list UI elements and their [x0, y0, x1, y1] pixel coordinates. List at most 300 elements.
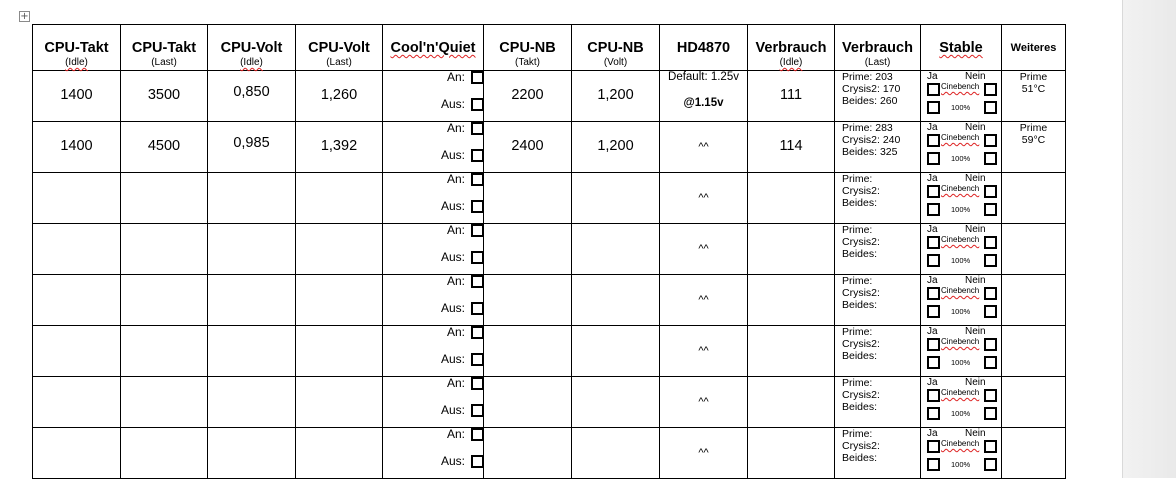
stable-ja-checkbox[interactable] [927, 83, 940, 96]
stable-100-nein-checkbox[interactable] [984, 407, 997, 420]
cpu-nb-volt-cell[interactable] [572, 122, 660, 173]
stable-cell [921, 224, 1002, 275]
cpu-takt-last-cell[interactable] [121, 377, 208, 428]
coolnquiet-on-label: An: [446, 70, 465, 84]
stable-100-ja-checkbox[interactable] [927, 305, 940, 318]
coolnquiet-cell [383, 224, 484, 275]
weiteres-cell[interactable] [1002, 428, 1066, 479]
header-cell [1002, 25, 1066, 71]
coolnquiet-off-checkbox[interactable] [471, 353, 484, 366]
cpu-nb-volt-cell[interactable] [572, 428, 660, 479]
hd4870-cell[interactable] [660, 275, 748, 326]
cinebench-label: Cinebench [941, 133, 980, 142]
coolnquiet-on-checkbox[interactable] [471, 377, 484, 390]
stable-group [921, 224, 1001, 274]
stable-ja-checkbox[interactable] [927, 440, 940, 453]
verbrauch-idle-cell[interactable] [748, 377, 835, 428]
weiteres-cell[interactable] [1002, 275, 1066, 326]
stable-group [921, 326, 1001, 376]
stable-100-nein-checkbox[interactable] [984, 254, 997, 267]
stable-group [921, 122, 1001, 172]
stable-ja-label: Ja [927, 377, 938, 388]
verbrauch-idle-cell[interactable] [748, 71, 835, 122]
stable-nein-checkbox[interactable] [984, 185, 997, 198]
stable-cell [921, 71, 1002, 122]
verbrauch-crysis: Crysis2: 240 [842, 134, 901, 146]
cpu-takt-idle-cell[interactable] [33, 377, 121, 428]
stable-nein-checkbox[interactable] [984, 134, 997, 147]
stable-100-nein-checkbox[interactable] [984, 203, 997, 216]
verbrauch-last-cell[interactable] [835, 173, 921, 224]
verbrauch-crysis: Crysis2: [842, 236, 880, 248]
percent-label: 100% [951, 358, 971, 367]
percent-label: 100% [951, 409, 971, 418]
weiteres-value [1002, 71, 1065, 95]
stable-100-ja-checkbox[interactable] [927, 203, 940, 216]
stable-100-nein-checkbox[interactable] [984, 458, 997, 471]
verbrauch-last-list [842, 122, 900, 158]
stable-nein-label: Nein [965, 122, 986, 133]
hd4870-default: Default: 1.25v [668, 71, 739, 83]
stable-ja-checkbox[interactable] [927, 287, 940, 300]
coolnquiet-on-checkbox[interactable] [471, 173, 484, 186]
header-subtitle-text: (Last) [326, 57, 352, 68]
stable-nein-checkbox[interactable] [984, 236, 997, 249]
percent-label: 100% [951, 460, 971, 469]
coolnquiet-on-label: An: [446, 172, 465, 186]
cpu-volt-idle-cell-value: 0,985 [233, 135, 270, 151]
coolnquiet-on [447, 428, 465, 441]
coolnquiet-off [441, 455, 465, 468]
header-cell [33, 25, 121, 71]
cpu-nb-takt-cell[interactable] [484, 122, 572, 173]
stable-cell [921, 122, 1002, 173]
header-cell [484, 25, 572, 71]
coolnquiet-off-checkbox[interactable] [471, 404, 484, 417]
coolnquiet-off-checkbox[interactable] [471, 302, 484, 315]
verbrauch-idle-cell[interactable] [748, 122, 835, 173]
hd4870-cell[interactable] [660, 224, 748, 275]
coolnquiet-off-checkbox[interactable] [471, 149, 484, 162]
header-subtitle [835, 57, 920, 68]
cpu-takt-idle-cell-value: 1400 [60, 138, 93, 154]
hd4870-cell[interactable] [660, 122, 748, 173]
stable-100-nein-checkbox[interactable] [984, 152, 997, 165]
header-title: CPU-Takt [131, 40, 197, 56]
header-subtitle-text: (Idle) [65, 57, 88, 68]
cpu-nb-takt-cell-value: 2400 [511, 138, 544, 154]
cpu-takt-last-cell[interactable] [121, 173, 208, 224]
header-cell [208, 25, 296, 71]
hd4870-oc: @1.15v [683, 97, 724, 109]
stable-nein-label: Nein [965, 326, 986, 337]
stable-ja-checkbox[interactable] [927, 134, 940, 147]
cpu-nb-takt-cell[interactable] [484, 275, 572, 326]
header-subtitle [484, 57, 571, 68]
verbrauch-last-list [842, 428, 880, 464]
header-cell [383, 25, 484, 71]
cpu-takt-last-cell-value: 3500 [147, 87, 181, 103]
cpu-takt-idle-cell[interactable] [33, 326, 121, 377]
stable-cell [921, 326, 1002, 377]
percent-label: 100% [951, 154, 971, 163]
verbrauch-last-cell[interactable] [835, 428, 921, 479]
table-row [33, 377, 1066, 428]
verbrauch-last-list [842, 173, 880, 209]
cpu-nb-volt-cell[interactable] [572, 173, 660, 224]
stable-ja-label: Ja [927, 173, 938, 184]
verbrauch-prime: Prime: [842, 224, 873, 236]
cpu-nb-takt-cell[interactable] [484, 428, 572, 479]
stable-nein-checkbox[interactable] [984, 338, 997, 351]
header-cell [748, 25, 835, 71]
cpu-nb-takt-cell-value: 2200 [511, 87, 544, 103]
cpu-takt-idle-cell[interactable] [33, 122, 121, 173]
coolnquiet-off-label: Aus: [440, 454, 465, 468]
cpu-takt-last-cell[interactable] [121, 326, 208, 377]
coolnquiet-on [447, 377, 465, 390]
page-margin-area [1122, 0, 1176, 478]
table-row [33, 122, 1066, 173]
header-subtitle [296, 57, 382, 68]
header-subtitle-text: (Last) [864, 57, 891, 68]
stable-ja-label: Ja [927, 326, 938, 337]
stable-cell [921, 275, 1002, 326]
cpu-takt-last-cell[interactable] [121, 275, 208, 326]
stable-ja-checkbox[interactable] [927, 338, 940, 351]
cpu-nb-volt-cell[interactable] [572, 224, 660, 275]
cpu-volt-idle-cell[interactable] [208, 428, 296, 479]
header-subtitle [121, 57, 207, 68]
cpu-nb-takt-cell[interactable] [484, 173, 572, 224]
hd4870-ditto: ^^ [698, 243, 709, 255]
weiteres-cell[interactable] [1002, 122, 1066, 173]
cpu-nb-volt-cell[interactable] [572, 275, 660, 326]
verbrauch-beides: Beides: [842, 197, 878, 209]
cpu-takt-last-cell[interactable] [121, 71, 208, 122]
table-row [33, 275, 1066, 326]
verbrauch-crysis: Crysis2: [842, 440, 880, 452]
table-row [33, 71, 1066, 122]
stable-100-ja-checkbox[interactable] [927, 152, 940, 165]
coolnquiet-cell [383, 326, 484, 377]
stable-100-ja-checkbox[interactable] [927, 254, 940, 267]
cpu-takt-idle-cell-value: 1400 [60, 87, 93, 103]
coolnquiet-on [447, 275, 465, 288]
hd4870-ditto: ^^ [698, 294, 709, 306]
header-cell [660, 25, 748, 71]
coolnquiet-off-checkbox[interactable] [471, 455, 484, 468]
table-row [33, 173, 1066, 224]
verbrauch-prime: Prime: 203 [842, 71, 893, 83]
cpu-takt-last-cell[interactable] [121, 428, 208, 479]
cinebench-label: Cinebench [941, 184, 980, 193]
hd4870-cell[interactable] [660, 71, 748, 122]
cpu-nb-takt-cell[interactable] [484, 224, 572, 275]
stable-cell [921, 377, 1002, 428]
header-subtitle [208, 57, 295, 68]
header-cell [921, 25, 1002, 71]
coolnquiet-cell [383, 173, 484, 224]
stable-nein-checkbox[interactable] [984, 287, 997, 300]
verbrauch-last-list [842, 275, 880, 311]
coolnquiet-off-checkbox[interactable] [471, 251, 484, 264]
hd4870-cell[interactable] [660, 173, 748, 224]
hd4870-cell[interactable] [660, 326, 748, 377]
coolnquiet-on-label: An: [446, 325, 465, 339]
weiteres-cell[interactable] [1002, 224, 1066, 275]
verbrauch-last-cell[interactable] [835, 326, 921, 377]
header-title: Weiteres [1010, 42, 1057, 54]
verbrauch-idle-value: 111 [779, 87, 803, 103]
coolnquiet-on-label: An: [446, 121, 465, 135]
verbrauch-last-cell[interactable] [835, 71, 921, 122]
cpu-takt-last-cell[interactable] [121, 122, 208, 173]
cpu-nb-takt-cell[interactable] [484, 377, 572, 428]
verbrauch-last-cell[interactable] [835, 122, 921, 173]
table-move-handle-icon[interactable]: + [20, 11, 29, 22]
header-subtitle-text: (Last) [151, 57, 177, 68]
cpu-takt-idle-cell[interactable] [33, 275, 121, 326]
cpu-volt-last-cell[interactable] [296, 275, 383, 326]
coolnquiet-cell [383, 275, 484, 326]
weiteres-cell[interactable] [1002, 173, 1066, 224]
cpu-volt-last-cell[interactable] [296, 326, 383, 377]
cpu-takt-idle-cell[interactable] [33, 428, 121, 479]
stable-ja-label: Ja [927, 122, 938, 133]
hd4870-ditto: ^^ [698, 396, 709, 408]
header-title: Stable [939, 40, 983, 56]
header-title: CPU-NB [499, 40, 556, 56]
coolnquiet-cell [383, 377, 484, 428]
stable-nein-label: Nein [965, 377, 986, 388]
coolnquiet-off-label: Aus: [440, 97, 465, 111]
cpu-nb-volt-cell[interactable] [572, 71, 660, 122]
weiteres-line: Prime [1019, 71, 1048, 83]
cpu-takt-last-cell[interactable] [121, 224, 208, 275]
coolnquiet-off-label: Aus: [440, 148, 465, 162]
cpu-volt-last-cell[interactable] [296, 224, 383, 275]
coolnquiet-on-checkbox[interactable] [471, 71, 484, 84]
percent-label: 100% [951, 205, 971, 214]
verbrauch-idle-cell[interactable] [748, 275, 835, 326]
cpu-volt-idle-cell[interactable] [208, 377, 296, 428]
coolnquiet-off [441, 251, 465, 264]
stable-nein-checkbox[interactable] [984, 83, 997, 96]
cpu-volt-last-cell[interactable] [296, 122, 383, 173]
percent-label: 100% [951, 103, 971, 112]
coolnquiet-on [447, 122, 465, 135]
verbrauch-last-cell[interactable] [835, 224, 921, 275]
hd4870-ditto: ^^ [698, 141, 709, 153]
cpu-volt-idle-cell[interactable] [208, 173, 296, 224]
hd4870-cell[interactable] [660, 377, 748, 428]
hd4870-cell[interactable] [660, 428, 748, 479]
stable-ja-checkbox[interactable] [927, 389, 940, 402]
cpu-volt-last-cell[interactable] [296, 71, 383, 122]
weiteres-cell[interactable] [1002, 71, 1066, 122]
cinebench-label: Cinebench [941, 388, 980, 397]
verbrauch-idle-cell[interactable] [748, 428, 835, 479]
header-title: CPU-Volt [308, 40, 370, 56]
cinebench-label: Cinebench [941, 235, 980, 244]
cpu-volt-last-cell[interactable] [296, 377, 383, 428]
coolnquiet-on [447, 326, 465, 339]
stable-100-ja-checkbox[interactable] [927, 407, 940, 420]
weiteres-line: 51°C [1021, 83, 1046, 95]
verbrauch-prime: Prime: [842, 428, 873, 440]
header-subtitle [748, 57, 834, 68]
cpu-takt-idle-cell[interactable] [33, 173, 121, 224]
coolnquiet-off-checkbox[interactable] [471, 98, 484, 111]
verbrauch-beides: Beides: [842, 299, 878, 311]
cpu-nb-takt-cell[interactable] [484, 71, 572, 122]
coolnquiet-on-checkbox[interactable] [471, 224, 484, 237]
stable-100-ja-checkbox[interactable] [927, 356, 940, 369]
stable-100-ja-checkbox[interactable] [927, 101, 940, 114]
coolnquiet-off [441, 149, 465, 162]
stable-ja-label: Ja [927, 224, 938, 235]
stable-group [921, 377, 1001, 427]
verbrauch-beides: Beides: 325 [842, 146, 898, 158]
hd4870-ditto: ^^ [698, 345, 709, 357]
verbrauch-last-list [842, 224, 880, 260]
verbrauch-beides: Beides: [842, 248, 878, 260]
header-title: CPU-Takt [44, 40, 109, 56]
verbrauch-crysis: Crysis2: [842, 185, 880, 197]
hd4870-ditto: ^^ [698, 447, 709, 459]
overclock-table [32, 24, 1066, 479]
cpu-takt-idle-cell[interactable] [33, 71, 121, 122]
stable-100-nein-checkbox[interactable] [984, 356, 997, 369]
header-cell [572, 25, 660, 71]
cpu-volt-last-cell[interactable] [296, 173, 383, 224]
stable-ja-label: Ja [927, 275, 938, 286]
cinebench-label: Cinebench [941, 286, 980, 295]
cpu-nb-volt-cell[interactable] [572, 326, 660, 377]
cpu-volt-idle-cell[interactable] [208, 224, 296, 275]
stable-nein-label: Nein [965, 275, 986, 286]
cpu-volt-last-cell-value: 1,392 [320, 138, 358, 154]
stable-nein-label: Nein [965, 173, 986, 184]
cpu-volt-idle-cell[interactable] [208, 71, 296, 122]
table-row [33, 428, 1066, 479]
coolnquiet-on-checkbox[interactable] [471, 428, 484, 441]
header-title: CPU-NB [587, 40, 644, 56]
verbrauch-beides: Beides: [842, 350, 878, 362]
verbrauch-crysis: Crysis2: [842, 287, 880, 299]
coolnquiet-off [441, 302, 465, 315]
verbrauch-last-cell[interactable] [835, 275, 921, 326]
cpu-volt-idle-cell[interactable] [208, 122, 296, 173]
cinebench-label: Cinebench [941, 439, 980, 448]
header-subtitle-text: (Volt) [603, 57, 628, 68]
stable-cell [921, 428, 1002, 479]
cpu-nb-volt-cell-value: 1,200 [597, 138, 634, 154]
coolnquiet-cell [383, 122, 484, 173]
verbrauch-last-cell[interactable] [835, 377, 921, 428]
stable-100-ja-checkbox[interactable] [927, 458, 940, 471]
weiteres-value [1002, 122, 1065, 146]
header-row [33, 25, 1066, 71]
hd4870-ditto: ^^ [698, 192, 709, 204]
verbrauch-crysis: Crysis2: 170 [842, 83, 901, 95]
verbrauch-beides: Beides: 260 [842, 95, 898, 107]
stable-group [921, 71, 1001, 121]
verbrauch-idle-cell[interactable] [748, 326, 835, 377]
cpu-volt-idle-cell[interactable] [208, 275, 296, 326]
cpu-volt-idle-cell[interactable] [208, 326, 296, 377]
percent-label: 100% [951, 307, 971, 316]
stable-100-nein-checkbox[interactable] [984, 101, 997, 114]
coolnquiet-off-checkbox[interactable] [471, 200, 484, 213]
verbrauch-beides: Beides: [842, 401, 878, 413]
stable-ja-label: Ja [927, 428, 938, 439]
verbrauch-idle-cell[interactable] [748, 224, 835, 275]
header-subtitle [33, 57, 120, 68]
coolnquiet-on-checkbox[interactable] [471, 275, 484, 288]
weiteres-cell[interactable] [1002, 377, 1066, 428]
coolnquiet-on-checkbox[interactable] [471, 122, 484, 135]
stable-100-nein-checkbox[interactable] [984, 305, 997, 318]
stable-ja-checkbox[interactable] [927, 236, 940, 249]
weiteres-line: 59°C [1021, 134, 1046, 146]
stable-group [921, 275, 1001, 325]
header-title: HD4870 [676, 40, 731, 56]
weiteres-cell[interactable] [1002, 326, 1066, 377]
coolnquiet-on-checkbox[interactable] [471, 326, 484, 339]
cpu-nb-volt-cell[interactable] [572, 377, 660, 428]
header-subtitle-text: (Idle) [779, 57, 803, 68]
verbrauch-beides: Beides: [842, 452, 878, 464]
coolnquiet-off [441, 98, 465, 111]
coolnquiet-on [447, 224, 465, 237]
coolnquiet-off-label: Aus: [440, 250, 465, 264]
cpu-takt-idle-cell[interactable] [33, 224, 121, 275]
verbrauch-idle-cell[interactable] [748, 173, 835, 224]
verbrauch-crysis: Crysis2: [842, 389, 880, 401]
header-title: CPU-Volt [220, 40, 283, 56]
coolnquiet-on-label: An: [446, 223, 465, 237]
verbrauch-prime: Prime: 283 [842, 122, 893, 134]
coolnquiet-off [441, 200, 465, 213]
stable-cell [921, 173, 1002, 224]
cpu-volt-last-cell[interactable] [296, 428, 383, 479]
stable-nein-label: Nein [965, 224, 986, 235]
coolnquiet-off-label: Aus: [440, 352, 465, 366]
stable-nein-checkbox[interactable] [984, 389, 997, 402]
header-title: Verbrauch [755, 40, 827, 56]
table-row [33, 326, 1066, 377]
header-cell [835, 25, 921, 71]
table-row [33, 224, 1066, 275]
header-cell [296, 25, 383, 71]
coolnquiet-on-label: An: [446, 427, 465, 441]
coolnquiet-off-label: Aus: [440, 301, 465, 315]
stable-ja-checkbox[interactable] [927, 185, 940, 198]
header-title: Verbrauch [842, 40, 913, 56]
verbrauch-prime: Prime: [842, 326, 873, 338]
coolnquiet-off [441, 353, 465, 366]
verbrauch-last-list [842, 71, 900, 107]
coolnquiet-off-label: Aus: [440, 199, 465, 213]
stable-nein-checkbox[interactable] [984, 440, 997, 453]
coolnquiet-off [441, 404, 465, 417]
coolnquiet-off-label: Aus: [440, 403, 465, 417]
verbrauch-last-list [842, 326, 880, 362]
cpu-nb-takt-cell[interactable] [484, 326, 572, 377]
percent-label: 100% [951, 256, 971, 265]
